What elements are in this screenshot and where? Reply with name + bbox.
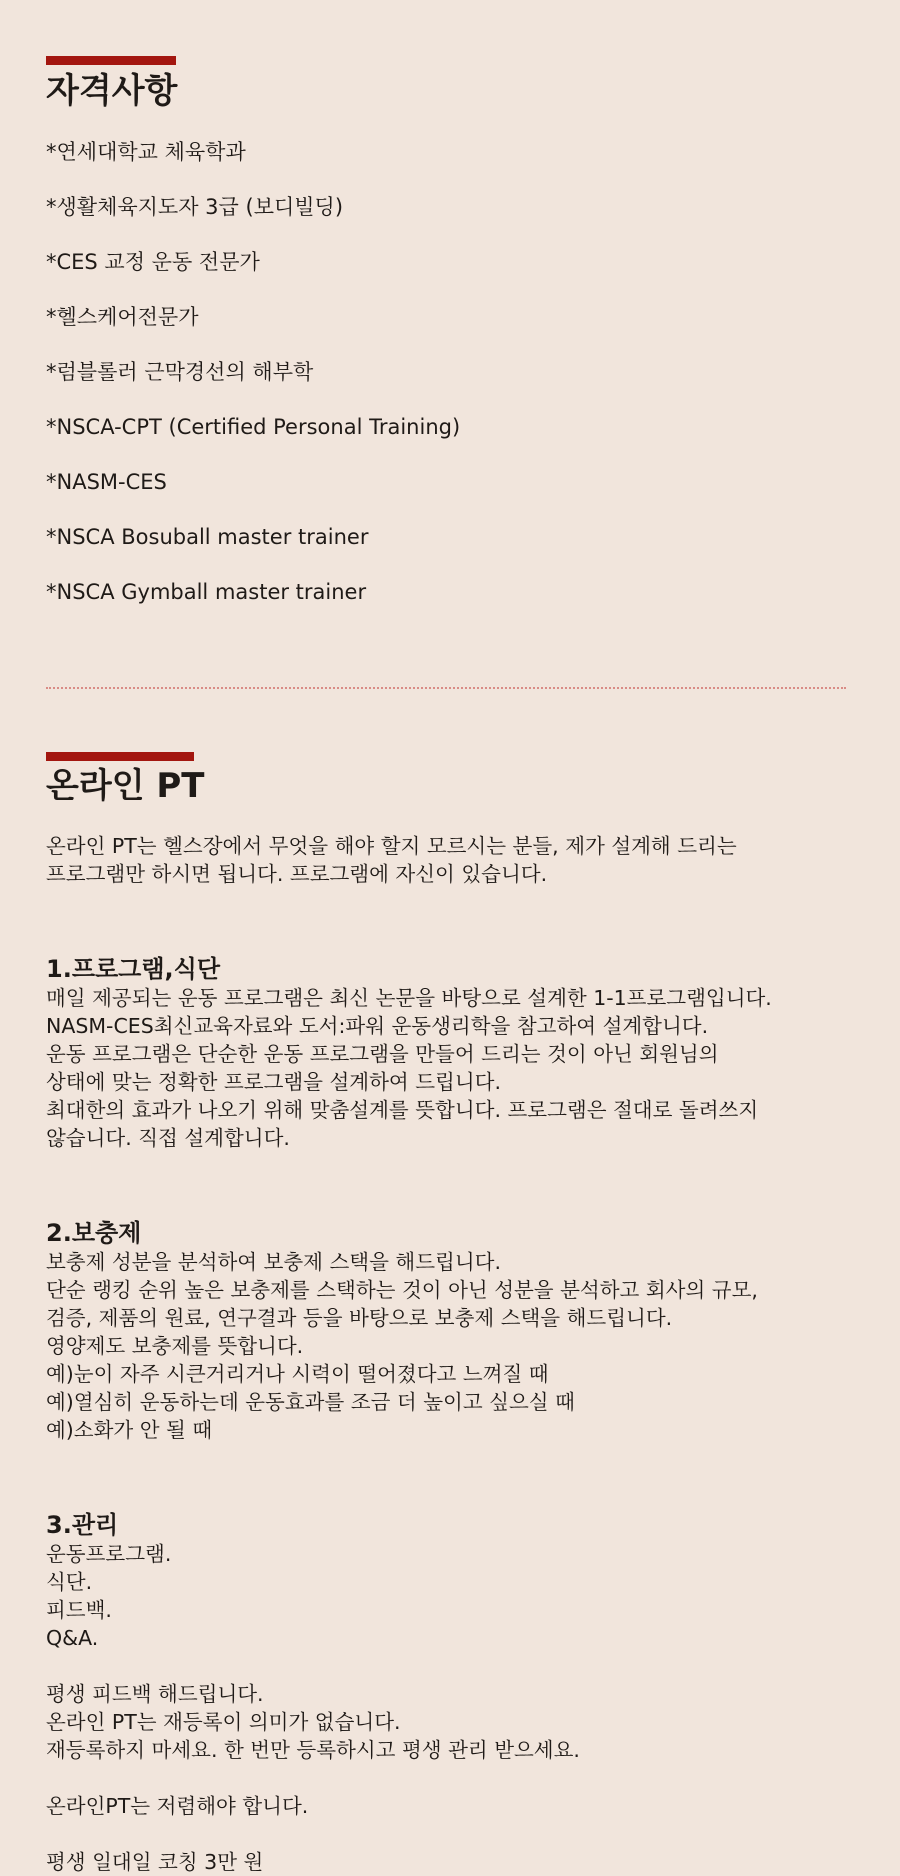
qualification-item: *NSCA Gymball master trainer (46, 580, 367, 604)
supplement-line: 예)열심히 운동하는데 운동효과를 조금 더 높이고 싶으실 때 (46, 1390, 575, 1414)
price-note: 온라인PT는 저렴해야 합니다. (46, 1794, 309, 1818)
qualification-item: *NASM-CES (46, 470, 167, 494)
management-line: Q&A. (46, 1626, 99, 1650)
intro-line: 온라인 PT는 헬스장에서 무엇을 해야 할지 모르시는 분들, 제가 설계해 드리는 (46, 834, 737, 858)
closing-line: 재등록하지 마세요. 한 번만 등록하시고 평생 관리 받으세요. (46, 1738, 580, 1762)
management-line: 운동프로그램. (46, 1542, 172, 1566)
section-accent-bar (46, 56, 176, 65)
qualification-item: *NSCA Bosuball master trainer (46, 525, 369, 549)
supplement-line: 예)소화가 안 될 때 (46, 1418, 213, 1442)
program-diet-heading: 1.프로그램,식단 (46, 955, 221, 983)
closing-line: 온라인 PT는 재등록이 의미가 없습니다. (46, 1710, 401, 1734)
qualification-item: *럼블롤러 근막경선의 해부학 (46, 360, 314, 384)
program-line: 상태에 맞는 정확한 프로그램을 설계하여 드립니다. (46, 1070, 501, 1094)
program-line: NASM-CES최신교육자료와 도서:파워 운동생리학을 참고하여 설계합니다. (46, 1014, 709, 1038)
management-heading: 3.관리 (46, 1511, 119, 1539)
qualifications-list (46, 137, 460, 632)
online-pt-title: 온라인 PT (46, 766, 205, 806)
intro-line: 프로그램만 하시면 됩니다. 프로그램에 자신이 있습니다. (46, 862, 548, 886)
qualification-item: *CES 교정 운동 전문가 (46, 250, 260, 274)
supplement-line: 검증, 제품의 원료, 연구결과 등을 바탕으로 보충제 스택을 해드립니다. (46, 1306, 673, 1330)
price-line: 평생 일대일 코칭 3만 원 (46, 1850, 264, 1874)
supplement-line: 보충제 성분을 분석하여 보충제 스택을 해드립니다. (46, 1250, 501, 1274)
qualification-item: *헬스케어전문가 (46, 305, 199, 329)
program-line: 최대한의 효과가 나오기 위해 맞춤설계를 뜻합니다. 프로그램은 절대로 돌려쓰지 (46, 1098, 759, 1122)
supplement-heading: 2.보충제 (46, 1219, 142, 1247)
closing-line: 평생 피드백 해드립니다. (46, 1682, 264, 1706)
qualifications-title: 자격사항 (46, 71, 178, 111)
qualification-item: *NSCA-CPT (Certified Personal Training) (46, 415, 461, 439)
management-line: 식단. (46, 1570, 93, 1594)
online-pt-body (46, 832, 772, 1876)
qualification-item: *연세대학교 체육학과 (46, 140, 246, 164)
management-line: 피드백. (46, 1598, 112, 1622)
program-line: 운동 프로그램은 단순한 운동 프로그램을 만들어 드리는 것이 아닌 회원님의 (46, 1042, 719, 1066)
program-line: 않습니다. 직접 설계합니다. (46, 1126, 290, 1150)
supplement-line: 단순 랭킹 순위 높은 보충제를 스택하는 것이 아닌 성분을 분석하고 회사의 규모, (46, 1278, 758, 1302)
section-divider (46, 687, 846, 689)
section-accent-bar (46, 752, 194, 761)
supplement-line: 영양제도 보충제를 뜻합니다. (46, 1334, 304, 1358)
program-line: 매일 제공되는 운동 프로그램은 최신 논문을 바탕으로 설계한 1-1프로그램입니다. (46, 986, 772, 1010)
supplement-line: 예)눈이 자주 시큰거리거나 시력이 떨어졌다고 느껴질 때 (46, 1362, 549, 1386)
qualification-item: *생활체육지도자 3급 (보디빌딩) (46, 195, 344, 219)
